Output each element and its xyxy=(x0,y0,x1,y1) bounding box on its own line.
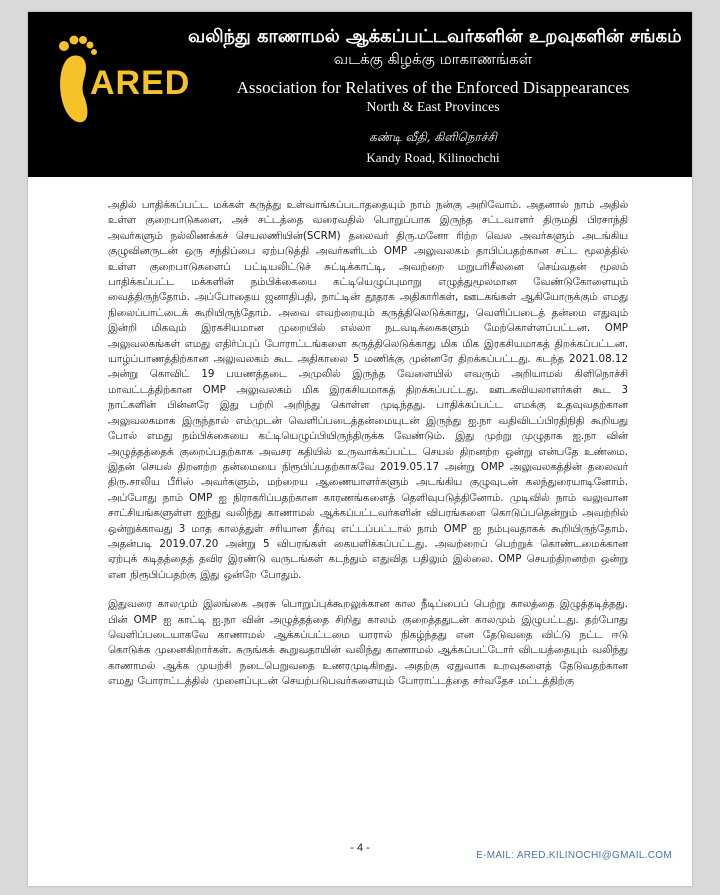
address-tamil: கண்டி வீதி, கிளிநொச்சி xyxy=(369,130,497,144)
address-english: Kandy Road, Kilinochchi xyxy=(366,150,500,165)
footer-email: E-MAIL: ARED.KILINOCHI@GMAIL.COM xyxy=(476,850,672,861)
org-title-english: Association for Relatives of the Enforced Disappearances xyxy=(236,78,630,97)
letterhead xyxy=(28,12,692,177)
letter-body xyxy=(108,198,628,704)
logo-wordmark: ARED xyxy=(90,64,191,102)
document-page xyxy=(28,12,692,886)
page-number: - 4 - xyxy=(350,842,370,854)
org-subtitle-tamil: வடக்கு கிழக்கு மாகாணங்கள் xyxy=(333,50,533,68)
org-title-tamil: வலிந்து காணாமல் ஆக்கப்பட்டவர்களின் உறவுகளின் சங்கம் xyxy=(188,26,682,47)
paragraph: அதில் பாதிக்கப்பட்ட மக்கள் கருத்து உள்வாங்கப்படாததையும் நாம் நன்கு அறிவோம். அதனால் நாம் அதில் உள்ள குறைபாடுகளை, அச் சட்டத்தை வரைவதில் பொறுப்பாக இருந்த சட்டவாளர் திருமதி பிரசாந்தி அவர்களும் நல்லிணக்கச் செயலணியின்(SCRM) தலைவர் திரு.மனோ ரிற்ற வெல அவர்களும் அடங்கிய குழுவினருடன் ஒரு சந்திப்பை ஏற்படுத்தி அவர்களிடம் OMP அலுவலகம் தாபிப்பதற்கான சட்ட மூலத்தில் உள்ள குறைபாடுகளைப் பட்டியலிட்டுச் சுட்டிக்காட்டி, அவற்றை மறுபரிசீலனை செய்வதன் மூலம் பாதிக்கப்பட்ட மக்களின் நம்பிக்கையை கட்டியெழுப்புமாறு எழுத்துமூலமான வேண்டுகோளையும் வைத்திருந்தோம். அப்போதைய ஜனாதிபதி, நாட்டின் தூதரக அதிகாரிகள், ஊடகங்கள் ஆகியோருக்கும் எமது நிலைப்பாட்டைக் கூறியிருந்தோம். அவை எவற்றையும் கருத்திலெடுக்காது, வெளிப்படைத் தன்மை எதுவும் இன்றி மிகவும் இரகசியமான முறையில் எல்லா நடவடிக்கைகளும் மேற்கொள்ளப்பட்டன. OMP அலுவலகங்கள் எமது எதிர்ப்புப் போராட்டங்களை கருத்திலெடுக்காது மிக மிக இரகசியமாகத் திறக்கப்பட்டன. யாழ்ப்பாணத்திற்கான அலுவலகம் கூட அதிகாலை 5 மணிக்கு முன்னரே திறக்கப்பட்டது. கடந்த 2021.08.12 அன்று கொவிட் 19 பயணத்தடை அமுலில் இருந்த வேளையில் எவரும் அறியாமல் கிளிநொச்சி மாவட்டத்திற்கான OMP அலுவலகம் மிக இரகசியமாகத் திறக்கப்பட்டது. ஊடகவியலாளர்கள் கூட 3 நாட்களின் பின்னரே இது பற்றி அறிந்து கொள்ள முடிந்தது. பாதிக்கப்பட்ட எமக்கு உதவுவதற்கான அலுவலகமாக இருந்தால் எம்முடன் வெளிப்படைத்தன்மையுடன் இருந்து ஐ.நா வதிவிடப்பிரதிநிதி கூறியது போல் எமது நம்பிக்கையை கட்டியெழுப்பியிருந்திருக்க வேண்டும். இது முற்று முழுதாக ஐ.நா வின் அழுத்தத்தைக் குறைப்பதற்காக அவசர கதியில் உருவாக்கப்பட்ட செயல் திறனற்ற ஒன்று என்பதே உண்மை. இதன் செயல் திறனற்ற தன்மையை நிரூபிப்பதற்காகவே 2019.05.17 அன்று OMP அலுவலகத்தின் தலைவர் திரு.சாலிய பீரிஸ் அவர்களும், மற்றைய ஆணையாளர்களும் அடங்கிய குழுவுடன் கலந்துரையாடினோம். அப்போது நாம் OMP ஐ நிராகரிப்பதற்கான காரணங்களைத் தெளிவுபடுத்தினோம். முடிவில் நாம் வலுவான சாட்சியங்களுள்ள ஐந்து வலிந்து காணாமல் ஆக்கப்பட்டவர்களின் விபரங்களை கொடுப்பதென்றும் அவற்றில் ஒன்றுக்காவது 3 மாத காலத்துள் சரியான தீர்வு எட்டப்பட்டால் நாம் OMP ஐ நம்புவதாகக் கூறியிருந்தோம். அதன்படி 2019.07.20 அன்று 5 விபரங்கள் கையளிக்கப்பட்டது. அவற்றைப் பெற்றுக் கொண்டமைக்கான ஏற்புக் கடிதத்தைத் தவிர இரண்டு வருடங்கள் கடந்தும் எதுவித பதிலும் இல்லை. OMP செயற்திறனற்ற ஒன்று என நிரூபிப்பதற்கு இது ஒன்றே போதும். xyxy=(108,199,628,581)
paragraph: இதுவரை காலமும் இலங்கை அரசு பொறுப்புக்கூறலுக்கான கால நீடிப்பைப் பெற்று காலத்தை இழுத்தடித்தது. பின் OMP ஐ காட்டி ஐ.நா வின் அழுத்தத்தை சிறிது காலம் குறைத்ததுடன் காலமும் இழுபட்டது. தற்போது வெளிப்படையாகவே காணாமல் ஆக்கப்பட்டமை யாரால் நிகழ்ந்தது என தேடுவதை விட்டு நட்ட ஈடு கொடுக்க முனைகிறார்கள். சுருங்கக் கூறுவதாயின் வலிந்து காணாமல் ஆக்கப்பட்டோர் விடயத்தையும் வலிந்து காணாமல் ஆக்க முயற்சி நடைபெறுவதை உணரமுடிகிறது. அதற்கு ஏதுவாக உறவுகளைத் தேடுவதற்கான எமது போராட்டத்தில் முனைப்புடன் செயற்படுபவர்களையும் போராட்டத்தை சர்வதேச மட்டத்திற்கு xyxy=(108,598,628,688)
org-subtitle-english: North & East Provinces xyxy=(366,100,500,115)
